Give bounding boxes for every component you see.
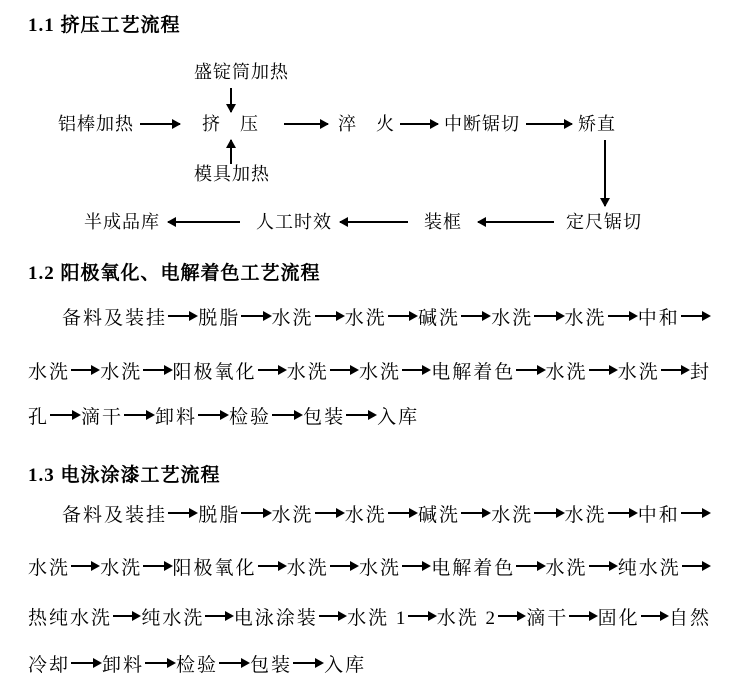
node-semifinished-warehouse: 半成品库 bbox=[84, 212, 160, 232]
flow-step: 卸料 bbox=[102, 654, 145, 676]
arrow-right-icon bbox=[198, 409, 228, 421]
arrow-right-icon bbox=[293, 657, 323, 669]
node-quenching: 淬 火 bbox=[338, 114, 395, 134]
arrow-right-icon bbox=[241, 310, 270, 322]
arrow-right-icon bbox=[641, 610, 668, 622]
arrow-right-icon bbox=[219, 657, 249, 669]
arrow-right-icon bbox=[461, 507, 490, 519]
flow-row bbox=[62, 501, 711, 525]
arrow-right-icon bbox=[400, 118, 438, 130]
arrow-right-icon bbox=[71, 560, 99, 572]
arrow-right-icon bbox=[145, 657, 175, 669]
arrow-right-icon bbox=[534, 507, 563, 519]
flow-step: 中和 bbox=[637, 504, 680, 526]
flow-row bbox=[62, 304, 711, 328]
node-container-heating: 盛锭筒加热 bbox=[194, 62, 289, 82]
flow-step: 检验 bbox=[176, 654, 219, 676]
section-title-extrusion: 1.1 挤压工艺流程 bbox=[28, 15, 181, 36]
flow-step: 水洗 bbox=[100, 361, 143, 383]
arrow-right-icon bbox=[682, 560, 710, 572]
flow-step: 热纯水洗 bbox=[28, 607, 113, 629]
arrow-right-icon bbox=[272, 409, 302, 421]
arrow-right-icon bbox=[113, 610, 140, 622]
arrow-right-icon bbox=[205, 610, 232, 622]
arrow-right-icon bbox=[330, 364, 358, 376]
arrow-right-icon bbox=[408, 610, 435, 622]
node-fixed-length-sawing: 定尺锯切 bbox=[566, 212, 642, 232]
arrow-right-icon bbox=[124, 409, 154, 421]
flow-step: 入库 bbox=[377, 406, 420, 428]
flow-step: 中和 bbox=[637, 307, 680, 329]
arrow-right-icon bbox=[315, 507, 344, 519]
flow-step: 水洗 bbox=[28, 361, 71, 383]
arrow-right-icon bbox=[168, 310, 197, 322]
flow-step: 阳极氧化 bbox=[172, 361, 257, 383]
flow-step: 水洗 bbox=[564, 307, 607, 329]
flow-step: 水洗 bbox=[359, 361, 402, 383]
arrow-right-icon bbox=[534, 310, 563, 322]
flow-step: 水洗 bbox=[545, 361, 588, 383]
flow-step: 纯水洗 bbox=[141, 607, 205, 629]
flow-step: 水洗 bbox=[271, 307, 314, 329]
arrow-right-icon bbox=[50, 409, 80, 421]
flow-step: 水洗 1 bbox=[347, 607, 408, 629]
flow-step: 脱脂 bbox=[198, 504, 241, 526]
flow-step: 电解着色 bbox=[431, 361, 516, 383]
arrow-left-icon bbox=[168, 216, 240, 228]
node-artificial-aging: 人工时效 bbox=[256, 212, 332, 232]
flow-step: 备料及装挂 bbox=[62, 307, 168, 329]
flow-step: 检验 bbox=[229, 406, 272, 428]
arrow-down-icon bbox=[599, 140, 611, 206]
arrow-right-icon bbox=[516, 560, 544, 572]
arrow-right-icon bbox=[681, 310, 710, 322]
flow-step: 固化 bbox=[597, 607, 640, 629]
flow-row bbox=[28, 403, 711, 427]
section-title-electrophoresis: 1.3 电泳涂漆工艺流程 bbox=[28, 465, 221, 486]
flow-step: 碱洗 bbox=[418, 307, 461, 329]
flow-step: 电解着色 bbox=[431, 557, 516, 579]
flow-step: 水洗 bbox=[28, 557, 71, 579]
flow-step: 水洗 bbox=[344, 504, 387, 526]
flow-step: 水洗 bbox=[545, 557, 588, 579]
flow-step: 水洗 bbox=[491, 504, 534, 526]
node-straightening: 矫直 bbox=[578, 114, 616, 134]
node-interrupt-sawing: 中断锯切 bbox=[444, 114, 520, 134]
arrow-right-icon bbox=[319, 610, 346, 622]
arrow-right-icon bbox=[681, 507, 710, 519]
node-extrusion: 挤 压 bbox=[202, 114, 259, 134]
flow-step: 备料及装挂 bbox=[62, 504, 168, 526]
flow-step: 纯水洗 bbox=[617, 557, 681, 579]
arrow-right-icon bbox=[315, 310, 344, 322]
arrow-right-icon bbox=[346, 409, 376, 421]
flow-step: 封 bbox=[690, 361, 712, 383]
node-die-heating: 模具加热 bbox=[194, 164, 270, 184]
arrow-right-icon bbox=[516, 364, 544, 376]
arrow-right-icon bbox=[71, 364, 99, 376]
arrow-up-icon bbox=[225, 140, 237, 164]
node-framing: 装框 bbox=[424, 212, 462, 232]
flow-row bbox=[28, 651, 711, 675]
arrow-right-icon bbox=[661, 364, 689, 376]
flow-step: 水洗 bbox=[491, 307, 534, 329]
arrow-right-icon bbox=[258, 560, 286, 572]
flow-row bbox=[28, 358, 711, 382]
flow-step: 卸料 bbox=[155, 406, 198, 428]
flow-step: 入库 bbox=[324, 654, 367, 676]
flow-step: 水洗 bbox=[100, 557, 143, 579]
flow-row bbox=[28, 604, 711, 628]
arrow-right-icon bbox=[143, 364, 171, 376]
arrow-down-icon bbox=[225, 88, 237, 112]
arrow-right-icon bbox=[569, 610, 596, 622]
arrow-right-icon bbox=[402, 364, 430, 376]
flow-step: 滴干 bbox=[81, 406, 124, 428]
arrow-right-icon bbox=[461, 310, 490, 322]
arrow-right-icon bbox=[140, 118, 180, 130]
flow-step: 水洗 2 bbox=[436, 607, 497, 629]
flow-step: 自然 bbox=[669, 607, 712, 629]
arrow-right-icon bbox=[608, 507, 637, 519]
flow-step: 阳极氧化 bbox=[172, 557, 257, 579]
flow-step: 碱洗 bbox=[418, 504, 461, 526]
arrow-right-icon bbox=[330, 560, 358, 572]
flow-step: 脱脂 bbox=[198, 307, 241, 329]
flow-row bbox=[28, 554, 711, 578]
arrow-right-icon bbox=[284, 118, 328, 130]
arrow-right-icon bbox=[589, 364, 617, 376]
arrow-right-icon bbox=[589, 560, 617, 572]
flow-step: 水洗 bbox=[359, 557, 402, 579]
arrow-left-icon bbox=[478, 216, 554, 228]
flow-step: 孔 bbox=[28, 406, 50, 428]
arrow-right-icon bbox=[388, 507, 417, 519]
flow-step: 包装 bbox=[250, 654, 293, 676]
section-title-anodizing: 1.2 阳极氧化、电解着色工艺流程 bbox=[28, 263, 321, 284]
flow-step: 电泳涂装 bbox=[233, 607, 318, 629]
flow-step: 水洗 bbox=[286, 557, 329, 579]
arrow-right-icon bbox=[608, 310, 637, 322]
flow-step: 包装 bbox=[303, 406, 346, 428]
flow-step: 冷却 bbox=[28, 654, 71, 676]
arrow-right-icon bbox=[498, 610, 525, 622]
flow-step: 水洗 bbox=[617, 361, 660, 383]
arrow-right-icon bbox=[402, 560, 430, 572]
arrow-left-icon bbox=[340, 216, 408, 228]
arrow-right-icon bbox=[388, 310, 417, 322]
flow-step: 水洗 bbox=[286, 361, 329, 383]
flow-step: 水洗 bbox=[271, 504, 314, 526]
arrow-right-icon bbox=[241, 507, 270, 519]
flow-step: 水洗 bbox=[344, 307, 387, 329]
node-bar-heating: 铝棒加热 bbox=[58, 114, 134, 134]
arrow-right-icon bbox=[168, 507, 197, 519]
flow-step: 滴干 bbox=[526, 607, 569, 629]
arrow-right-icon bbox=[258, 364, 286, 376]
arrow-right-icon bbox=[526, 118, 572, 130]
arrow-right-icon bbox=[71, 657, 101, 669]
arrow-right-icon bbox=[143, 560, 171, 572]
flow-step: 水洗 bbox=[564, 504, 607, 526]
